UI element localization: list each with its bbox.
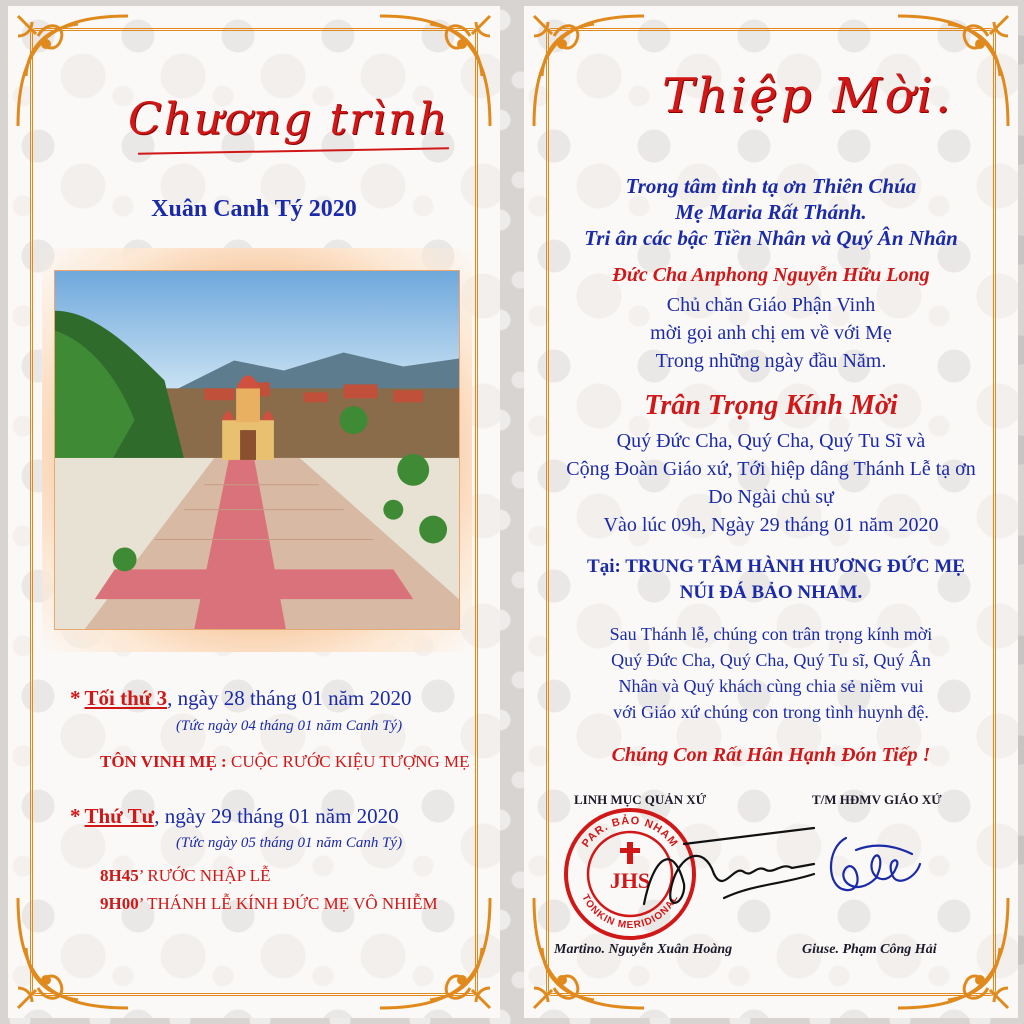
location-line (524, 556, 1018, 578)
intro-line: Tri ân các bậc Tiền Nhân và Quý Ân Nhân (584, 226, 958, 250)
location-line-2: NÚI ĐÁ BẢO NHAM. (679, 582, 863, 603)
signer-name-priest: Martino. Nguyễn Xuân Hoàng (554, 942, 733, 957)
signer-role-council: T/M HĐMV GIÁO XỨ (812, 792, 942, 807)
photo-frame (42, 248, 472, 652)
event-text: ’ RƯỚC NHẬP LỄ (138, 866, 271, 885)
signer-role-priest: LINH MỤC QUẢN XỨ (574, 792, 707, 807)
event-label: TÔN VINH MẸ : (100, 752, 227, 771)
event-text: CUỘC RƯỚC KIỆU TƯỢNG MẸ (226, 752, 470, 771)
invite-line: Do Ngài chủ sự (708, 486, 834, 508)
bullet-star: * (70, 686, 81, 710)
invite-heading: Trân Trọng Kính Mời (644, 390, 898, 421)
lunar-date: (Tức ngày 04 tháng 01 năm Canh Tý) (176, 718, 403, 734)
bishop-line: Chủ chăn Giáo Phận Vinh (666, 294, 876, 316)
lunar-date: (Tức ngày 05 tháng 01 năm Canh Tý) (176, 835, 403, 851)
schedule-day: Tối thứ 3 (84, 686, 168, 710)
schedule-item-1 (70, 686, 412, 711)
invite-line: Cộng Đoàn Giáo xứ, Tới hiệp dâng Thánh Lễ tạ ơn (566, 458, 976, 480)
event-line (100, 866, 270, 886)
seal-center-text: JHS (609, 868, 651, 893)
after-line: với Giáo xứ chúng con trong tình huynh đệ. (613, 702, 929, 722)
program-title (128, 94, 449, 145)
location-prefix: Tại: (587, 556, 626, 577)
program-panel (8, 6, 500, 1018)
schedule-item-2 (70, 804, 399, 829)
invite-line: Vào lúc 09h, Ngày 29 tháng 01 năm 2020 (603, 514, 939, 536)
program-title-text: Chương trình (128, 94, 449, 145)
intro-line: Mẹ Maria Rất Thánh. (675, 200, 867, 224)
event-text: ’ THÁNH LỄ KÍNH ĐỨC MẸ VÔ NHIỄM (138, 894, 438, 913)
bishop-line: mời gọi anh chị em về với Mẹ (650, 322, 892, 344)
priest-signature (624, 814, 824, 924)
event-label: 9H00 (100, 894, 139, 913)
event-line (100, 894, 438, 914)
after-line: Quý Đức Cha, Quý Cha, Quý Tu sĩ, Quý Ân (611, 650, 931, 670)
after-line: Sau Thánh lễ, chúng con trân trọng kính mời (609, 624, 933, 644)
signer-name-council: Giuse. Phạm Công Hải (802, 942, 937, 957)
program-subtitle: Xuân Canh Tý 2020 (151, 196, 357, 222)
after-line: Nhân và Quý khách cùng chia sẻ niềm vui (618, 676, 924, 696)
invitation-title: Thiệp Mời. (662, 68, 954, 124)
church-plaza-photo (54, 270, 460, 630)
event-line (100, 752, 470, 772)
schedule-date: , ngày 29 tháng 01 năm 2020 (154, 804, 399, 828)
seal-top-text: PAR. BẢO NHAM (579, 814, 681, 850)
seal-bottom-text: TONKIN MERIDIONAL (579, 892, 681, 932)
invite-line: Quý Đức Cha, Quý Cha, Quý Tu Sĩ và (616, 430, 926, 452)
invitation-panel (524, 6, 1018, 1018)
council-signature (816, 828, 936, 908)
intro-line: Trong tâm tình tạ ơn Thiên Chúa (625, 174, 917, 198)
title-underline (138, 147, 449, 154)
schedule-day: Thứ Tư (84, 804, 155, 828)
bullet-star: * (70, 804, 81, 828)
welcome-line: Chúng Con Rất Hân Hạnh Đón Tiếp ! (611, 744, 931, 766)
corner-ornament-icon (8, 6, 138, 136)
bishop-line: Trong những ngày đầu Năm. (655, 350, 887, 372)
location-name: TRUNG TÂM HÀNH HƯƠNG ĐỨC MẸ (625, 556, 965, 577)
schedule-date: , ngày 28 tháng 01 năm 2020 (167, 686, 412, 710)
event-label: 8H45 (100, 866, 139, 885)
corner-ornament-icon (524, 6, 654, 136)
bishop-name: Đức Cha Anphong Nguyễn Hữu Long (612, 264, 930, 286)
